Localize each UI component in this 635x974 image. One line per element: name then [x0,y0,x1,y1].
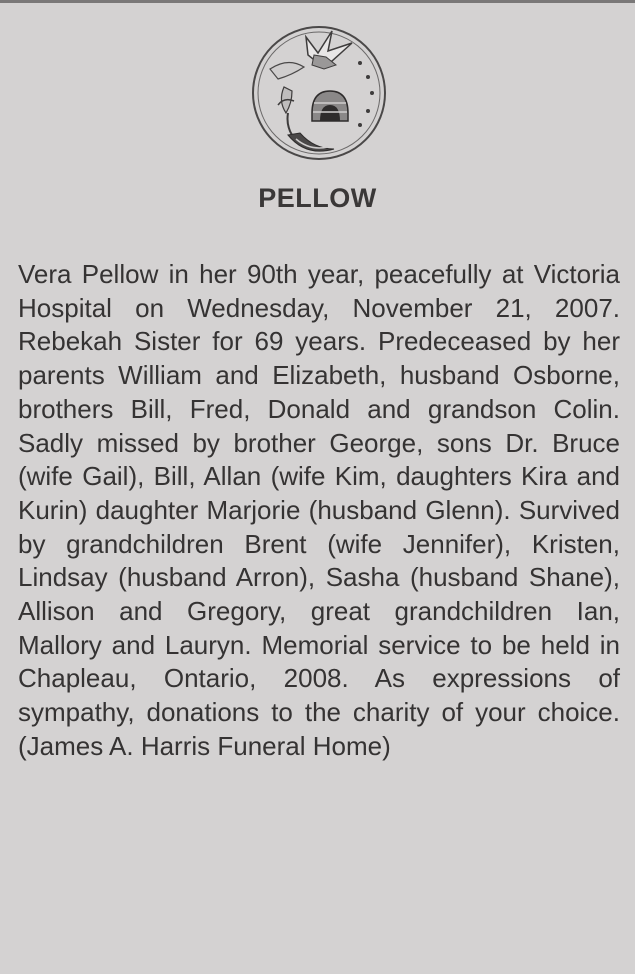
obituary-surname-heading: PELLOW [258,183,377,213]
top-border-rule [0,0,635,3]
obituary-body-text: Vera Pellow in her 90th year, peacefully at Victoria Hospital on Wednesday, November 21, 2007. Rebekah Sister for 69 years. Predeceased by her parents William and Elizabeth, husband Osborne, brothers Bill, Fred, Donald and grandson Colin. Sadly missed by brother George, sons Dr. Bruce (wife Gail), Bill, Allan (wife Kim, daughters Kira and Kurin) daughter Marjorie (husband Glenn). Survived by grandchildren Brent (wife Jennifer), Kristen, Lindsay (husband Arron), Sasha (husband Shane), Allison and Gregory, great grandchildren Ian, Mallory and Lauryn. Memorial service to be held in Chapleau, Ontario, 2008. As expressions of sympathy, donations to the charity of your choice. (James A. Harris Funeral Home) [18,259,620,761]
rebekah-emblem-icon [248,17,390,163]
